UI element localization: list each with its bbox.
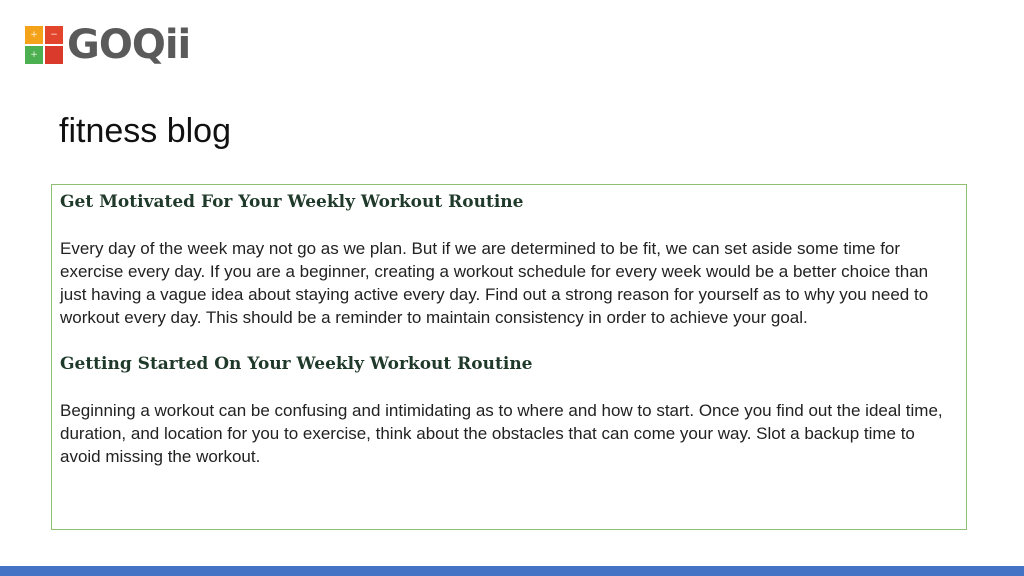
article-content-box — [51, 184, 967, 530]
section-heading-getting-started: Getting Started On Your Weekly Workout Routine — [60, 354, 533, 374]
page-title: fitness blog — [59, 112, 231, 150]
goqii-logo — [25, 22, 191, 68]
section-heading-motivation: Get Motivated For Your Weekly Workout Routine — [60, 192, 524, 212]
logo-text: GOQii — [67, 22, 191, 68]
bottom-accent-bar — [0, 566, 1024, 576]
section-body-motivation: Every day of the week may not go as we plan. But if we are determined to be fit, we can set aside some time for exercise every day. If you are a beginner, creating a workout schedule for every week would be a better choice than just having a vague idea about staying active every day. Find out a strong reason for yourself as to why you need to workout every day. This should be a reminder to maintain consistency in order to achieve your goal. — [60, 239, 929, 327]
section-body-getting-started: Beginning a workout can be confusing and intimidating as to where and how to start. Once you find out the ideal time, duration, and location for you to exercise, think about the obstacles that can come your way. Slot a backup time to avoid missing the workout. — [60, 401, 943, 466]
goqii-logo-mark-icon: + − + — [25, 26, 63, 64]
